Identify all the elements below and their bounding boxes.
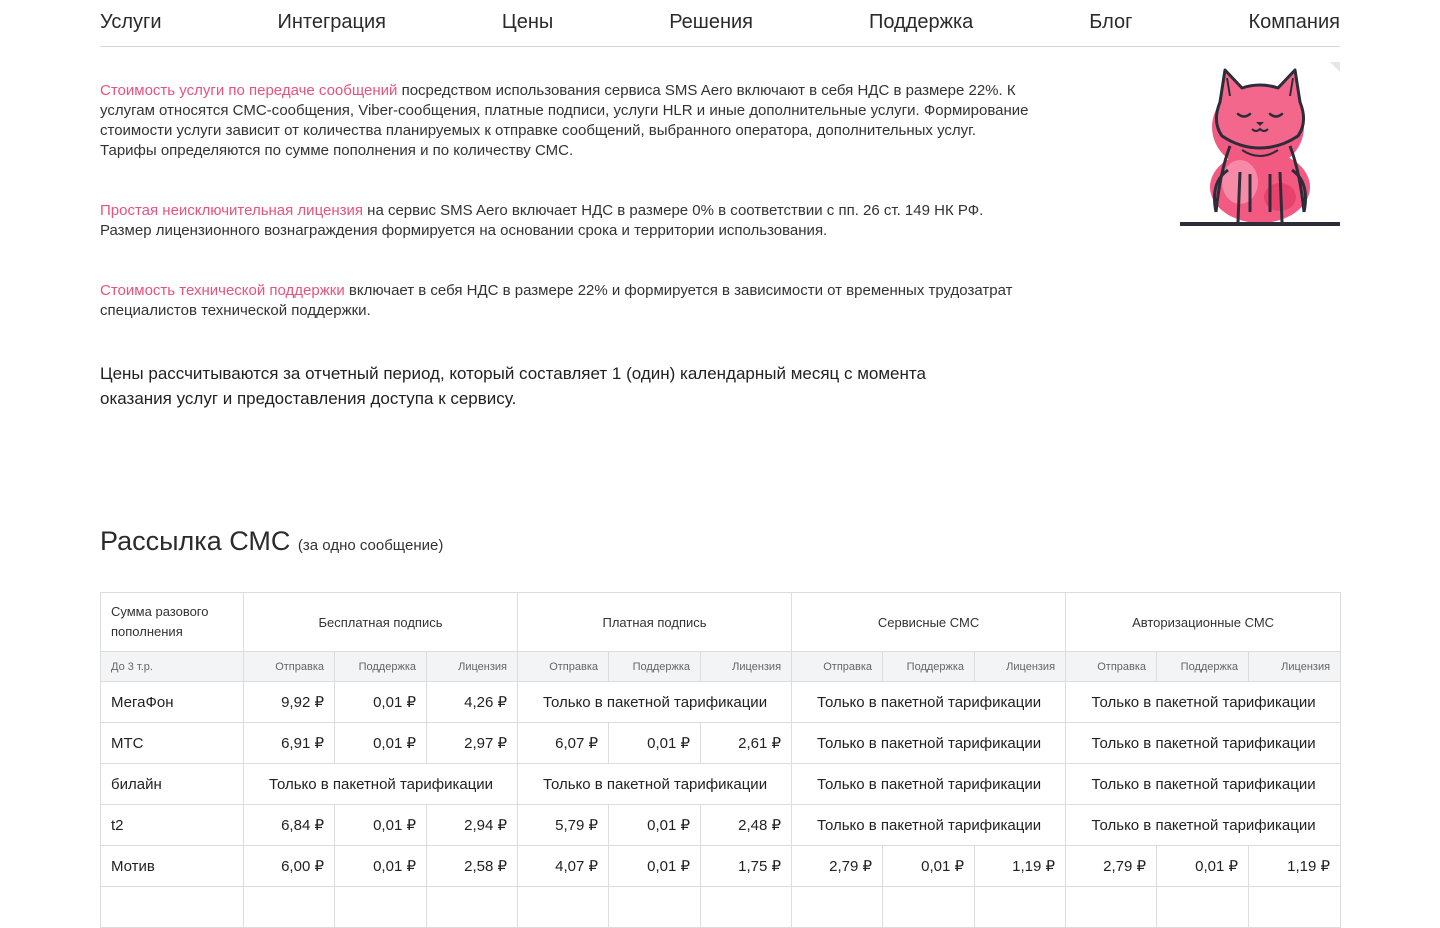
price-send: 6,91 ₽	[244, 723, 335, 764]
empty-cell	[701, 887, 792, 928]
price-send: 6,84 ₽	[244, 805, 335, 846]
nav-ceny[interactable]: Цены	[501, 10, 554, 33]
price-support: 0,01 ₽	[609, 805, 701, 846]
price-support: 0,01 ₽	[1157, 846, 1249, 887]
price-license: 1,19 ₽	[975, 846, 1066, 887]
table-group-header	[101, 593, 1341, 652]
table-row	[101, 723, 1341, 764]
package-only-cell: Только в пакетной тарификации	[1066, 723, 1341, 764]
empty-cell	[244, 887, 335, 928]
subheader-support: Поддержка	[609, 652, 701, 682]
package-only-cell: Только в пакетной тарификации	[1066, 682, 1341, 723]
package-only-cell: Только в пакетной тарификации	[792, 764, 1066, 805]
support-cost-paragraph	[100, 281, 1030, 321]
header-paid-signature: Платная подпись	[518, 593, 792, 652]
table-row	[101, 846, 1341, 887]
header-free-signature: Бесплатная подпись	[244, 593, 518, 652]
price-support: 0,01 ₽	[335, 846, 427, 887]
license-paragraph	[100, 201, 1030, 241]
messaging-cost-text: посредством использования сервиса SMS Aero включают в себя НДС в размере 22%. К услугам относятся СМС-сообщения, Viber-сообщения, платные подписи, услуги HLR и иные дополнительные услуги. Формирование стоимости услуги зависит от количества планируемых к отправке сообщений, выбранного оператора, дополнительных услуг. Тарифы определяются по сумме пополнения и по количеству СМС.	[100, 82, 1029, 159]
subheader-send: Отправка	[1066, 652, 1157, 682]
price-send: 2,79 ₽	[1066, 846, 1157, 887]
price-support: 0,01 ₽	[609, 723, 701, 764]
empty-cell	[427, 887, 518, 928]
sms-section-subtitle: (за одно сообщение)	[297, 537, 444, 554]
table-row	[101, 682, 1341, 723]
price-license: 2,61 ₽	[701, 723, 792, 764]
package-only-cell: Только в пакетной тарификации	[1066, 764, 1341, 805]
table-row	[101, 887, 1341, 928]
subheader-support: Поддержка	[1157, 652, 1249, 682]
license-text: на сервис SMS Aero включает НДС в размере 0% в соответствии с пп. 26 ст. 149 НК РФ. Размер лицензионного вознаграждения формируется на основании срока и территории использования.	[100, 202, 984, 239]
empty-cell	[1066, 887, 1157, 928]
sms-section-title-text: Рассылка СМС	[100, 526, 291, 556]
package-only-cell: Только в пакетной тарификации	[792, 723, 1066, 764]
billing-period-note: Цены рассчитываются за отчетный период, который составляет 1 (один) календарный месяц с момента оказания услуг и предоставления доступа к сервису.	[100, 364, 926, 408]
header-service-sms: Сервисные СМС	[792, 593, 1066, 652]
subheader-license: Лицензия	[427, 652, 518, 682]
operator-name: Мотив	[101, 846, 244, 887]
package-only-cell: Только в пакетной тарификации	[792, 805, 1066, 846]
subheader-support: Поддержка	[883, 652, 975, 682]
table-sub-header	[101, 652, 1341, 682]
header-topup-amount: Сумма разового пополнения	[101, 593, 244, 652]
package-only-cell: Только в пакетной тарификации	[518, 764, 792, 805]
price-support: 0,01 ₽	[335, 723, 427, 764]
subheader-tier: До 3 т.р.	[101, 652, 244, 682]
price-license: 4,26 ₽	[427, 682, 518, 723]
price-support: 0,01 ₽	[883, 846, 975, 887]
price-send: 5,79 ₽	[518, 805, 609, 846]
operator-name: t2	[101, 805, 244, 846]
empty-cell	[975, 887, 1066, 928]
table-row	[101, 805, 1341, 846]
price-license: 2,48 ₽	[701, 805, 792, 846]
operator-name: билайн	[101, 764, 244, 805]
price-send: 6,07 ₽	[518, 723, 609, 764]
messaging-cost-link[interactable]: Стоимость услуги по передаче сообщений	[100, 82, 398, 99]
sms-price-table	[100, 592, 1341, 928]
empty-cell	[518, 887, 609, 928]
nav-integraciya[interactable]: Интеграция	[277, 10, 386, 33]
price-license: 1,75 ₽	[701, 846, 792, 887]
package-only-cell: Только в пакетной тарификации	[518, 682, 792, 723]
nav-kompaniya[interactable]: Компания	[1248, 10, 1340, 33]
support-cost-link[interactable]: Стоимость технической поддержки	[100, 282, 345, 299]
price-support: 0,01 ₽	[609, 846, 701, 887]
price-send: 4,07 ₽	[518, 846, 609, 887]
subheader-license: Лицензия	[701, 652, 792, 682]
pricing-info	[100, 81, 1030, 411]
empty-cell	[1249, 887, 1341, 928]
price-license: 2,97 ₽	[427, 723, 518, 764]
operator-name: МТС	[101, 723, 244, 764]
subheader-support: Поддержка	[335, 652, 427, 682]
package-only-cell: Только в пакетной тарификации	[792, 682, 1066, 723]
subheader-send: Отправка	[244, 652, 335, 682]
price-license: 1,19 ₽	[1249, 846, 1341, 887]
operator-name: МегаФон	[101, 682, 244, 723]
nav-podderzhka[interactable]: Поддержка	[868, 10, 974, 33]
empty-cell	[1157, 887, 1249, 928]
empty-cell	[101, 887, 244, 928]
sms-section-title	[100, 526, 443, 557]
header-auth-sms: Авторизационные СМС	[1066, 593, 1341, 652]
cat-mascot-icon	[1180, 62, 1340, 228]
price-send: 6,00 ₽	[244, 846, 335, 887]
nav-uslugi[interactable]: Услуги	[100, 10, 162, 33]
messaging-cost-paragraph	[100, 81, 1030, 161]
price-support: 0,01 ₽	[335, 805, 427, 846]
price-send: 9,92 ₽	[244, 682, 335, 723]
package-only-cell: Только в пакетной тарификации	[1066, 805, 1341, 846]
nav-blog[interactable]: Блог	[1089, 10, 1133, 33]
package-only-cell: Только в пакетной тарификации	[244, 764, 518, 805]
table-row	[101, 764, 1341, 805]
license-link[interactable]: Простая неисключительная лицензия	[100, 202, 363, 219]
price-support: 0,01 ₽	[335, 682, 427, 723]
top-navigation	[100, 0, 1340, 47]
nav-resheniya[interactable]: Решения	[669, 10, 754, 33]
price-license: 2,94 ₽	[427, 805, 518, 846]
empty-cell	[609, 887, 701, 928]
subheader-license: Лицензия	[1249, 652, 1341, 682]
subheader-send: Отправка	[792, 652, 883, 682]
support-cost-text: включает в себя НДС в размере 22% и формируется в зависимости от временных трудозатрат специалистов технической поддержки.	[100, 282, 1013, 319]
subheader-send: Отправка	[518, 652, 609, 682]
empty-cell	[792, 887, 883, 928]
subheader-license: Лицензия	[975, 652, 1066, 682]
empty-cell	[883, 887, 975, 928]
price-license: 2,58 ₽	[427, 846, 518, 887]
price-send: 2,79 ₽	[792, 846, 883, 887]
empty-cell	[335, 887, 427, 928]
